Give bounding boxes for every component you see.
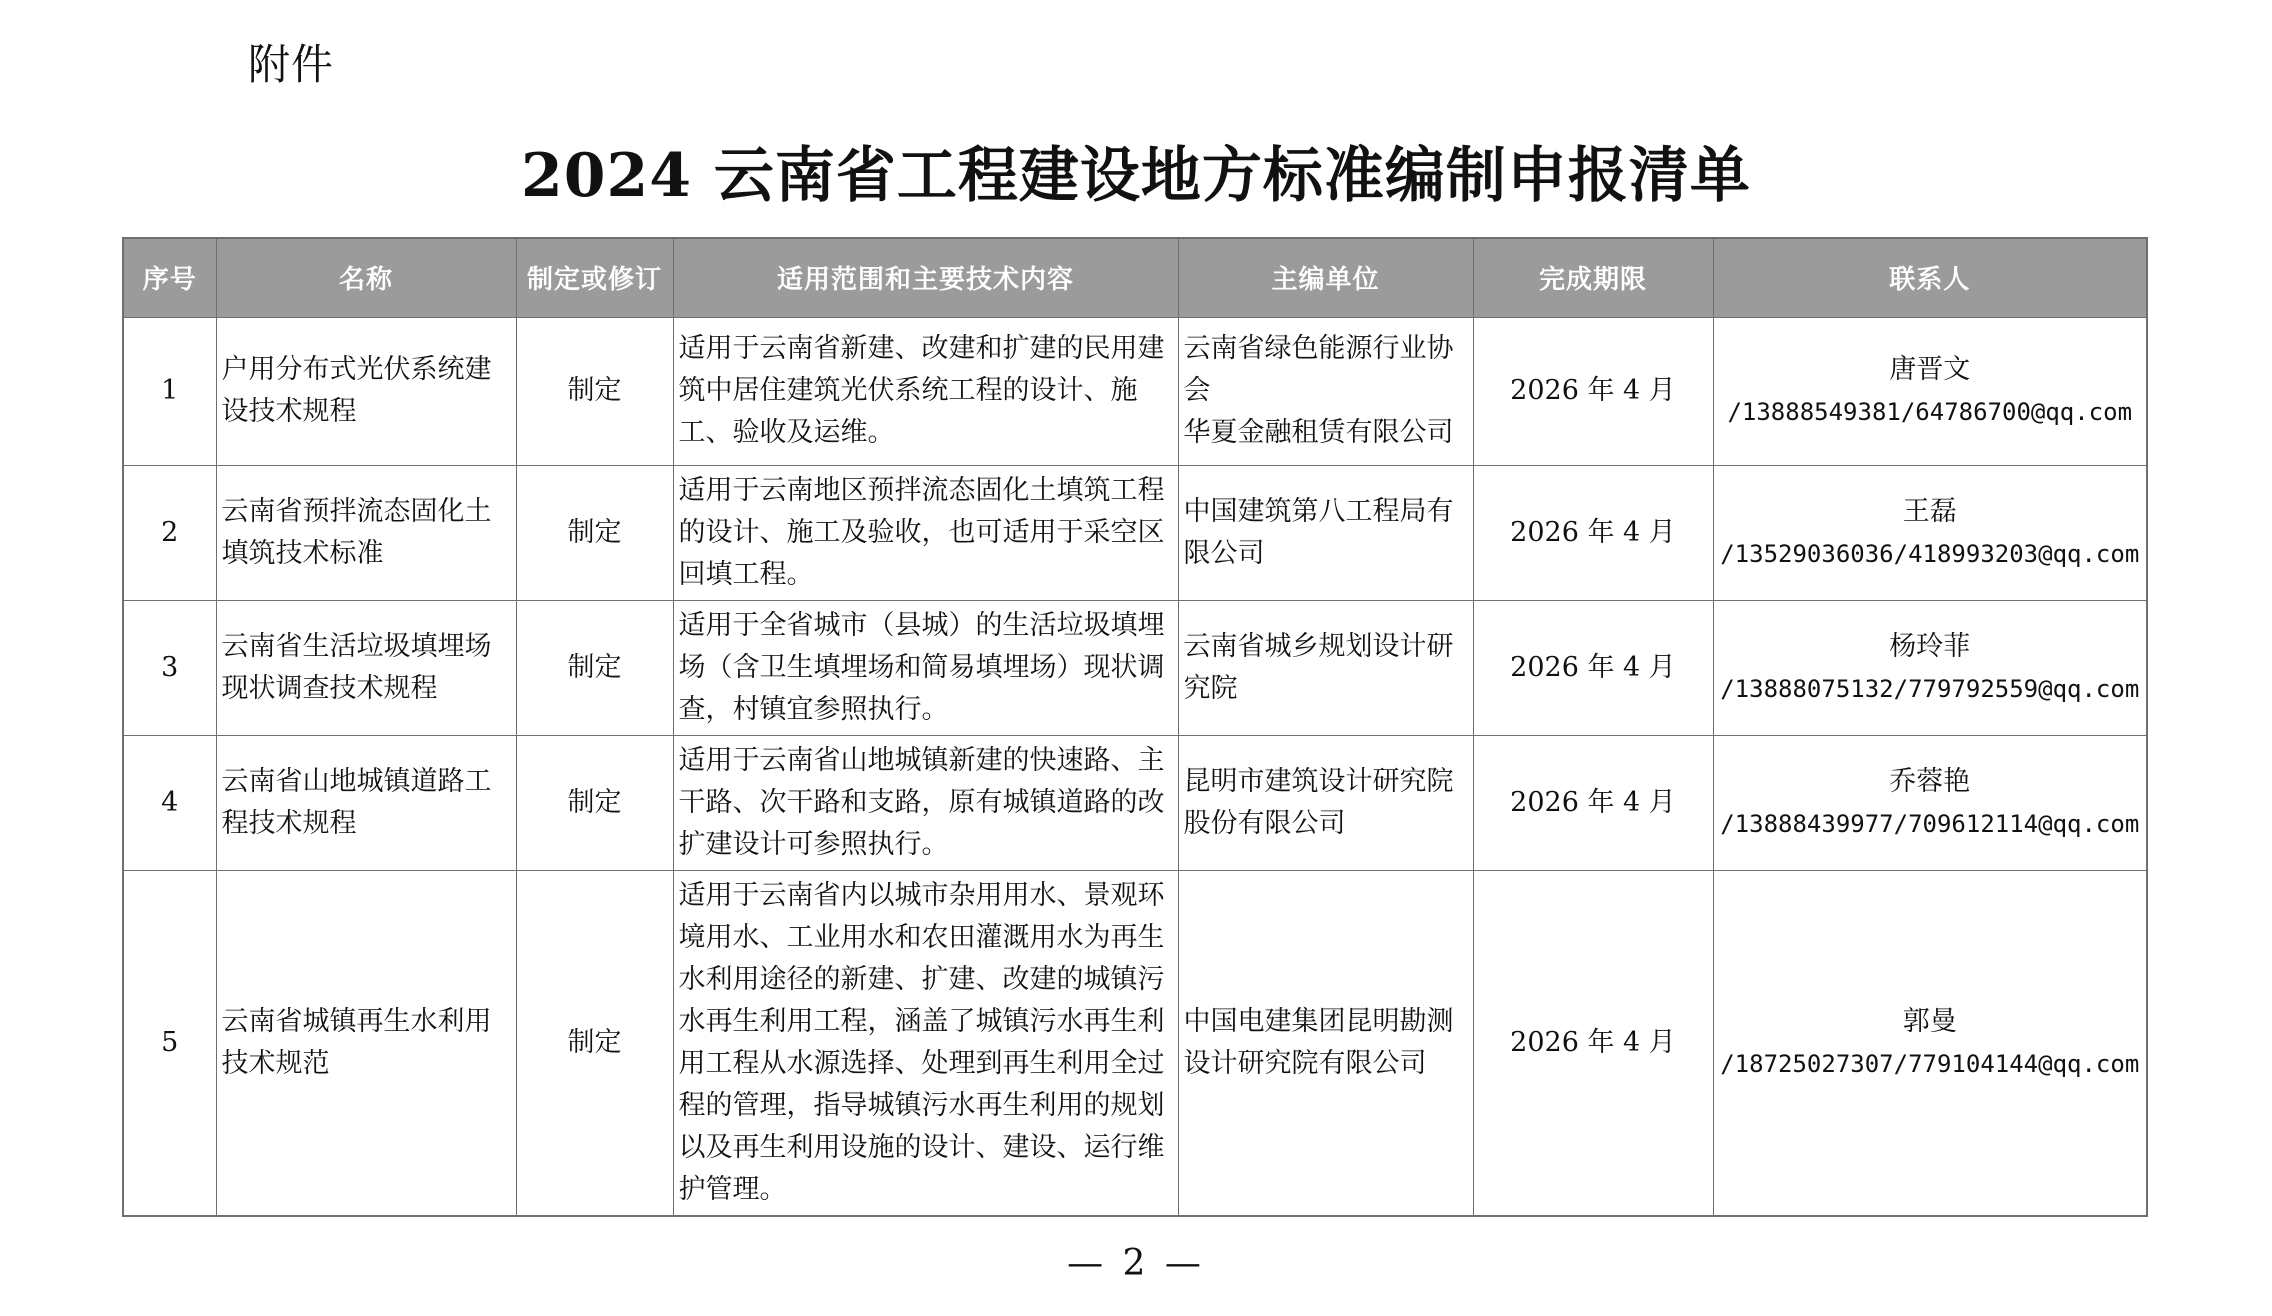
cell-name: 云南省山地城镇道路工程技术规程 xyxy=(216,735,516,870)
standards-table-wrapper xyxy=(122,237,2146,1217)
table-row xyxy=(123,735,2147,870)
cell-scope: 适用于云南省新建、改建和扩建的民用建筑中居住建筑光伏系统工程的设计、施工、验收及运维。 xyxy=(673,317,1178,465)
page-number: — 2 — xyxy=(1067,1243,1205,1284)
cell-unit: 云南省绿色能源行业协会 华夏金融租赁有限公司 xyxy=(1178,317,1473,465)
cell-unit: 中国建筑第八工程局有限公司 xyxy=(1178,465,1473,600)
contact-name: 乔蓉艳 xyxy=(1889,765,1971,797)
contact-name: 唐晋文 xyxy=(1889,354,1971,385)
cell-seq: 3 xyxy=(123,600,216,735)
cell-seq: 2 xyxy=(123,465,216,600)
header-deadline: 完成期限 xyxy=(1473,238,1713,317)
cell-contact xyxy=(1713,735,2147,870)
cell-seq: 4 xyxy=(123,735,216,870)
cell-scope: 适用于全省城市（县城）的生活垃圾填埋场（含卫生填埋场和简易填埋场）现状调查，村镇宜参照执行。 xyxy=(673,600,1178,735)
contact-info: /13529036036/418993203@qq.com xyxy=(1720,539,2140,568)
contact-info: /18725027307/779104144@qq.com xyxy=(1720,1049,2140,1078)
cell-type: 制定 xyxy=(516,870,673,1216)
cell-contact xyxy=(1713,465,2147,600)
cell-name: 云南省预拌流态固化土填筑技术标准 xyxy=(216,465,516,600)
contact-name: 王磊 xyxy=(1902,495,1957,527)
cell-deadline: 2026 年 4 月 xyxy=(1473,600,1713,735)
cell-contact xyxy=(1713,317,2147,465)
contact-info: /13888439977/709612114@qq.com xyxy=(1720,809,2140,838)
cell-type: 制定 xyxy=(516,600,673,735)
cell-scope: 适用于云南省山地城镇新建的快速路、主干路、次干路和支路，原有城镇道路的改扩建设计可参照执行。 xyxy=(673,735,1178,870)
cell-type: 制定 xyxy=(516,317,673,465)
cell-name: 户用分布式光伏系统建设技术规程 xyxy=(216,317,516,465)
table-row xyxy=(123,317,2147,465)
cell-deadline: 2026 年 4 月 xyxy=(1473,735,1713,870)
standards-table xyxy=(122,237,2148,1217)
cell-unit: 中国电建集团昆明勘测设计研究院有限公司 xyxy=(1178,870,1473,1216)
contact-info: /13888075132/779792559@qq.com xyxy=(1720,674,2140,703)
cell-deadline: 2026 年 4 月 xyxy=(1473,870,1713,1216)
cell-seq: 1 xyxy=(123,317,216,465)
table-header-row xyxy=(123,238,2147,317)
cell-scope: 适用于云南地区预拌流态固化土填筑工程的设计、施工及验收，也可适用于采空区回填工程。 xyxy=(673,465,1178,600)
cell-deadline: 2026 年 4 月 xyxy=(1473,317,1713,465)
cell-scope: 适用于云南省内以城市杂用用水、景观环境用水、工业用水和农田灌溉用水为再生水利用途径的新建、扩建、改建的城镇污水再生利用工程，涵盖了城镇污水再生利用工程从水源选择、处理到再生利用全过程的管理，指导城镇污水再生利用的规划以及再生利用设施的设计、建设、运行维护管理。 xyxy=(673,870,1178,1216)
attachment-label: 附件 xyxy=(248,40,335,89)
table-row xyxy=(123,465,2147,600)
cell-name: 云南省城镇再生水利用技术规范 xyxy=(216,870,516,1216)
header-name: 名称 xyxy=(216,238,516,317)
cell-unit: 昆明市建筑设计研究院股份有限公司 xyxy=(1178,735,1473,870)
cell-name: 云南省生活垃圾填埋场现状调查技术规程 xyxy=(216,600,516,735)
contact-info: /13888549381/64786700@qq.com xyxy=(1727,398,2133,426)
cell-type: 制定 xyxy=(516,735,673,870)
cell-unit: 云南省城乡规划设计研究院 xyxy=(1178,600,1473,735)
header-seq: 序号 xyxy=(123,238,216,317)
header-type: 制定或修订 xyxy=(516,238,673,317)
table-body xyxy=(123,317,2147,1216)
header-contact: 联系人 xyxy=(1713,238,2147,317)
header-unit: 主编单位 xyxy=(1178,238,1473,317)
cell-contact xyxy=(1713,600,2147,735)
table-header xyxy=(123,238,2147,317)
table-row xyxy=(123,600,2147,735)
cell-contact xyxy=(1713,870,2147,1216)
header-scope: 适用范围和主要技术内容 xyxy=(673,238,1178,317)
contact-name: 杨玲菲 xyxy=(1889,630,1971,662)
cell-deadline: 2026 年 4 月 xyxy=(1473,465,1713,600)
document-title: 2024 云南省工程建设地方标准编制申报清单 xyxy=(521,141,1751,211)
contact-name: 郭曼 xyxy=(1902,1005,1957,1037)
cell-type: 制定 xyxy=(516,465,673,600)
cell-seq: 5 xyxy=(123,870,216,1216)
table-row xyxy=(123,870,2147,1216)
